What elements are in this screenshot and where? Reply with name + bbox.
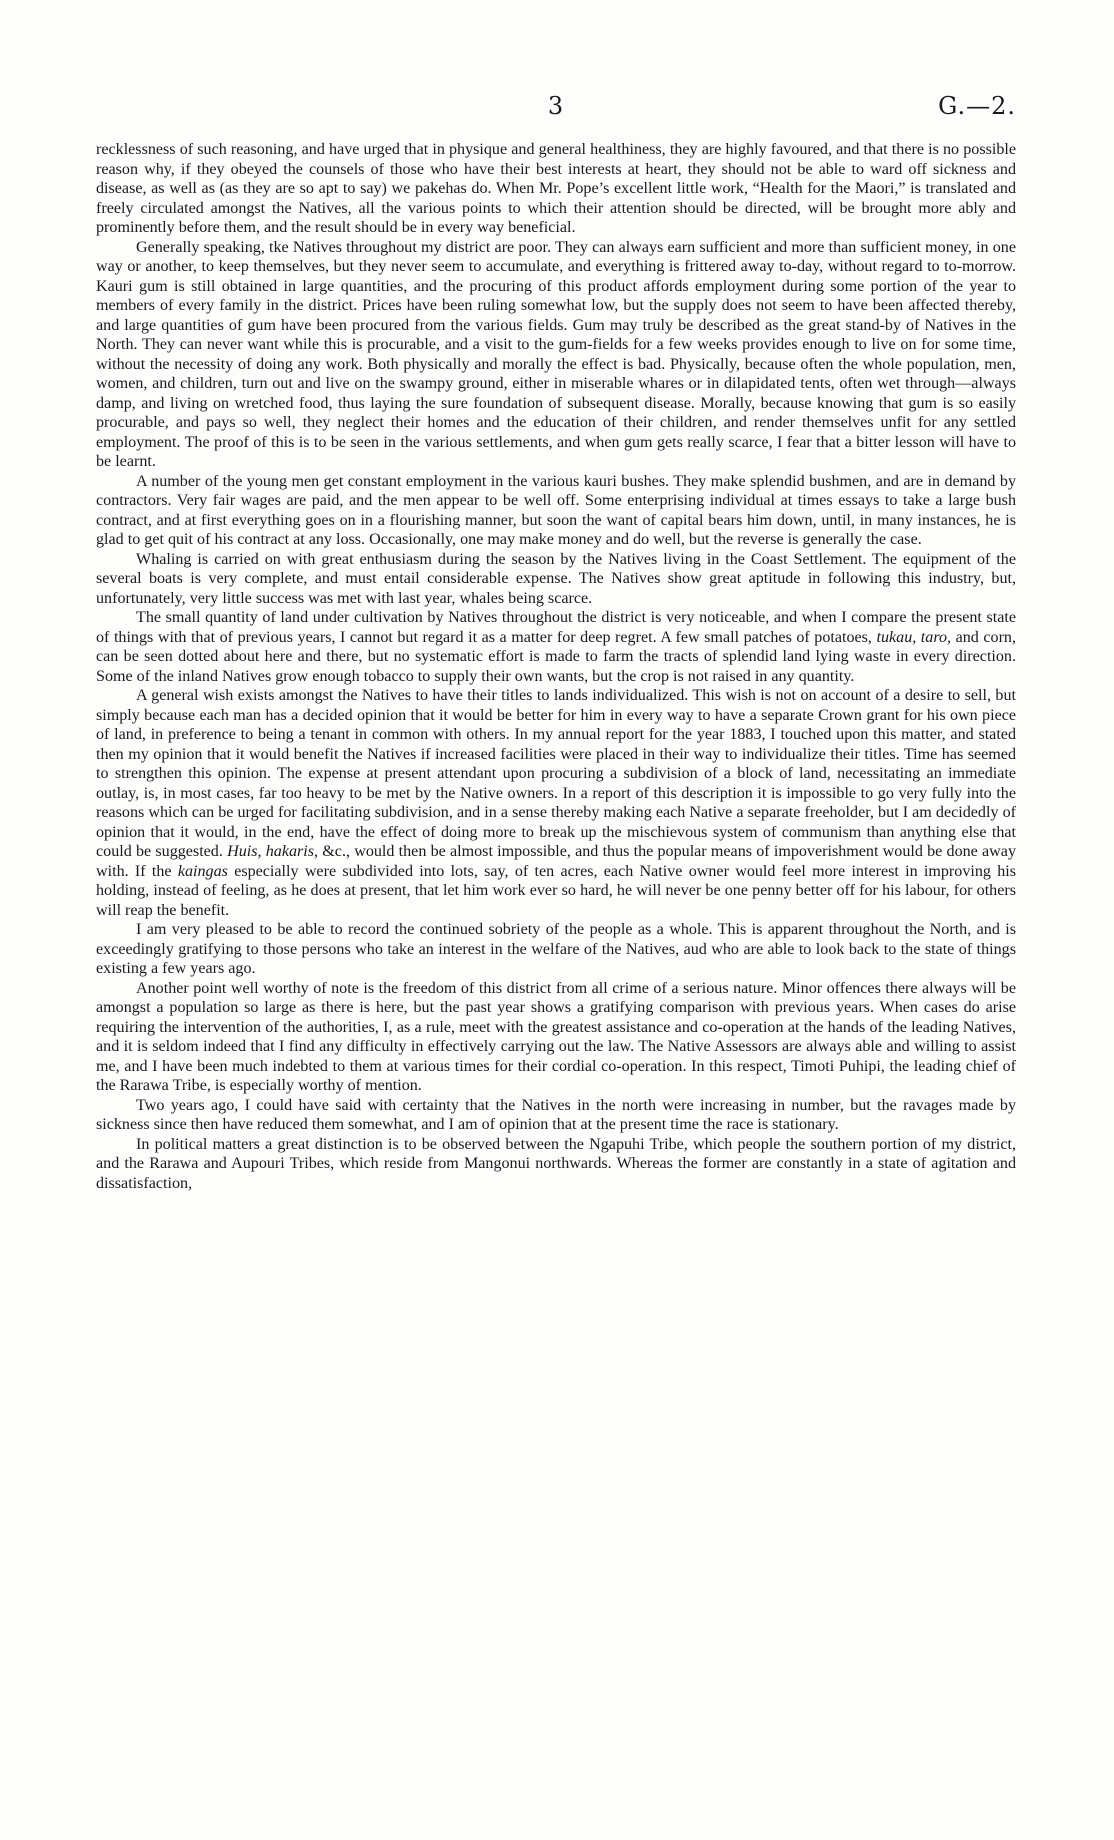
paragraph — [96, 686, 1016, 920]
paragraph-text: A general wish exists amongst the Natives to have their titles to lands individualized. This wish is not on account of a desire to sell, but simply because each man has a decided opinion that it would be better for him in every way to have a separate Crown grant for his own piece of land, in preference to being a tenant in common with others. In my annual report for the year 1883, I touched upon this matter, and stated then my opinion that it would benefit the Natives if increased facilities were placed in their way to individualize their titles. Time has seemed to strengthen this opinion. The expense at present attendant upon procuring a subdivision of a block of land, necessitating an immediate outlay, is, in most cases, far too heavy to be met by the Native owners. In a report of this description it is impossible to go very fully into the reasons which can be urged for facilitating subdivision, and in a sense thereby making each Native a separate freeholder, but I am decidedly of opinion that it would, in the end, have the effect of doing more to break up the mischievous system of communism than anything else that could be suggested. — [96, 687, 1016, 860]
italic-term: kaingas — [177, 862, 228, 880]
paragraph-text: recklessness of such reasoning, and have urged that in physique and general healthiness, they are highly favoured, and that there is no possible reason why, if they obeyed the counsels of those who have their best interests at heart, they should not be able to ward off sickness and disease, as well as (as they are so apt to say) we pakehas do. When Mr. Pope’s excellent little work, “Health for the Maori,” is translated and freely circulated amongst the Natives, all the various points to which their attention should be directed, will be brought more ably and prominently before them, and the result should be in every way beneficial. — [96, 141, 1016, 236]
page-header — [96, 92, 1016, 124]
paragraph-text: A number of the young men get constant employment in the various kauri bushes. They make splendid bushmen, and are in demand by contractors. Very fair wages are paid, and the men appear to be well off. Some enterprising individual at times essays to take a large bush contract, and at first everything goes on in a flourishing manner, but soon the want of capital bears him down, until, in many instances, he is glad to get quit of his contract at any loss. Occasionally, one may make money and do well, but the reverse is generally the case. — [96, 472, 1016, 548]
paragraph — [96, 472, 1016, 550]
report-body — [96, 140, 1016, 1193]
paragraph-text: &c., would then be almost impossible, and thus the popular means of impoverishment would be done away with. If the — [96, 843, 1016, 880]
paragraph-text: Generally speaking, tke Natives throughout my district are poor. They can always earn sufficient and more than sufficient money, in one way or another, to keep themselves, but they never seem to accumulate, and everything is frittered away to-day, without regard to to-morrow. Kauri gum is still obtained in large quantities, and the procuring of this product affords employment during some portion of the year to members of every family in the district. Prices have been ruling somewhat low, but the supply does not seem to have been affected thereby, and large quantities of gum have been procured from the various fields. Gum may truly be described as the great stand-by of Natives in the North. They can never want while this is procurable, and a visit to the gum-fields for a few weeks provides enough to live on for some time, without the necessity of doing any work. Both physically and morally the effect is bad. Physically, because often the whole population, men, women, and children, turn out and live on the swampy ground, either in miserable whares or in dilapidated tents, often wet through—always damp, and living on wretched food, thus laying the sure foundation of subsequent disease. Morally, because knowing that gum is so easily procurable, and pays so well, they neglect their homes and the education of their children, and render themselves unfit for any settled employment. The proof of this is to be seen in the various settlements, and when gum gets really scarce, I fear that a bitter lesson will have to be learnt. — [96, 238, 1016, 470]
paragraph — [96, 238, 1016, 472]
italic-term: Huis, hakaris, — [227, 843, 319, 860]
paragraph-text: In political matters a great distinction is to be observed between the Ngapuhi Tribe, which people the southern portion of my district, and the Rarawa and Aupouri Tribes, which reside from Mangonui northwards. Whereas the former are constantly in a state of agitation and dissatisfaction, — [96, 1135, 1016, 1192]
paragraph-text: Whaling is carried on with great enthusiasm during the season by the Natives living in the Coast Settlement. The equipment of the several boats is very complete, and must entail considerable expense. The Natives show great aptitude in following this industry, but, unfortunately, very little success was met with last year, whales being scarce. — [96, 550, 1016, 607]
page-number: 3 — [547, 92, 565, 120]
paragraph — [96, 140, 1016, 238]
paragraph — [96, 1096, 1016, 1135]
paragraph — [96, 1135, 1016, 1194]
paragraph-text: Another point well worthy of note is the freedom of this district from all crime of a serious nature. Minor offences there always will be amongst a population so large as there is here, but the past year shows a gratifying comparison with previous years. When cases do arise requiring the intervention of the authorities, I, as a rule, meet with the greatest assistance and co-operation at the hands of the leading Natives, and it is seldom indeed that I find any difficulty in effectively carrying out the law. The Native Assessors are always able and willing to assist me, and I have been much indebted to them at various times for their cordial co-operation. In this respect, Timoti Puhipi, the leading chief of the Rarawa Tribe, is especially worthy of mention. — [96, 979, 1016, 1094]
paragraph — [96, 550, 1016, 609]
paragraph-text: I am very pleased to be able to record the continued sobriety of the people as a whole. This is apparent throughout the North, and is exceedingly gratifying to those persons who take an interest in the welfare of the Natives, aud who are able to look back to the state of things existing a few years ago. — [96, 921, 1016, 977]
paragraph-text: especially were subdivided into lots, say, of ten acres, each Native owner would feel more interest in improving his holding, instead of feeling, as he does at present, that let him work ever so hard, he will never be one penny better off for his labour, for others will reap the benefit. — [96, 862, 1016, 919]
paragraph-text: and corn, can be seen dotted about here and there, but no systematic effort is made to farm the tracts of splendid land lying waste in every direction. Some of the inland Natives grow enough tobacco to supply their own wants, but the crop is not raised in any quantity. — [96, 628, 1017, 685]
paragraph — [96, 608, 1016, 686]
paragraph — [96, 979, 1016, 1096]
italic-term: tukau, taro, — [876, 628, 952, 646]
document-reference: G.—2. — [938, 92, 1016, 120]
paragraph-text: Two years ago, I could have said with certainty that the Natives in the north were increasing in number, but the ravages made by sickness since then have reduced them somewhat, and I am of opinion that at the present time the race is stationary. — [96, 1096, 1016, 1133]
paragraph — [96, 920, 1016, 979]
paragraph-text: The small quantity of land under cultivation by Natives throughout the district is very noticeable, and when I compare the present state of things with that of previous years, I cannot but regard it as a matter for deep regret. A few small patches of potatoes, — [96, 609, 1016, 646]
